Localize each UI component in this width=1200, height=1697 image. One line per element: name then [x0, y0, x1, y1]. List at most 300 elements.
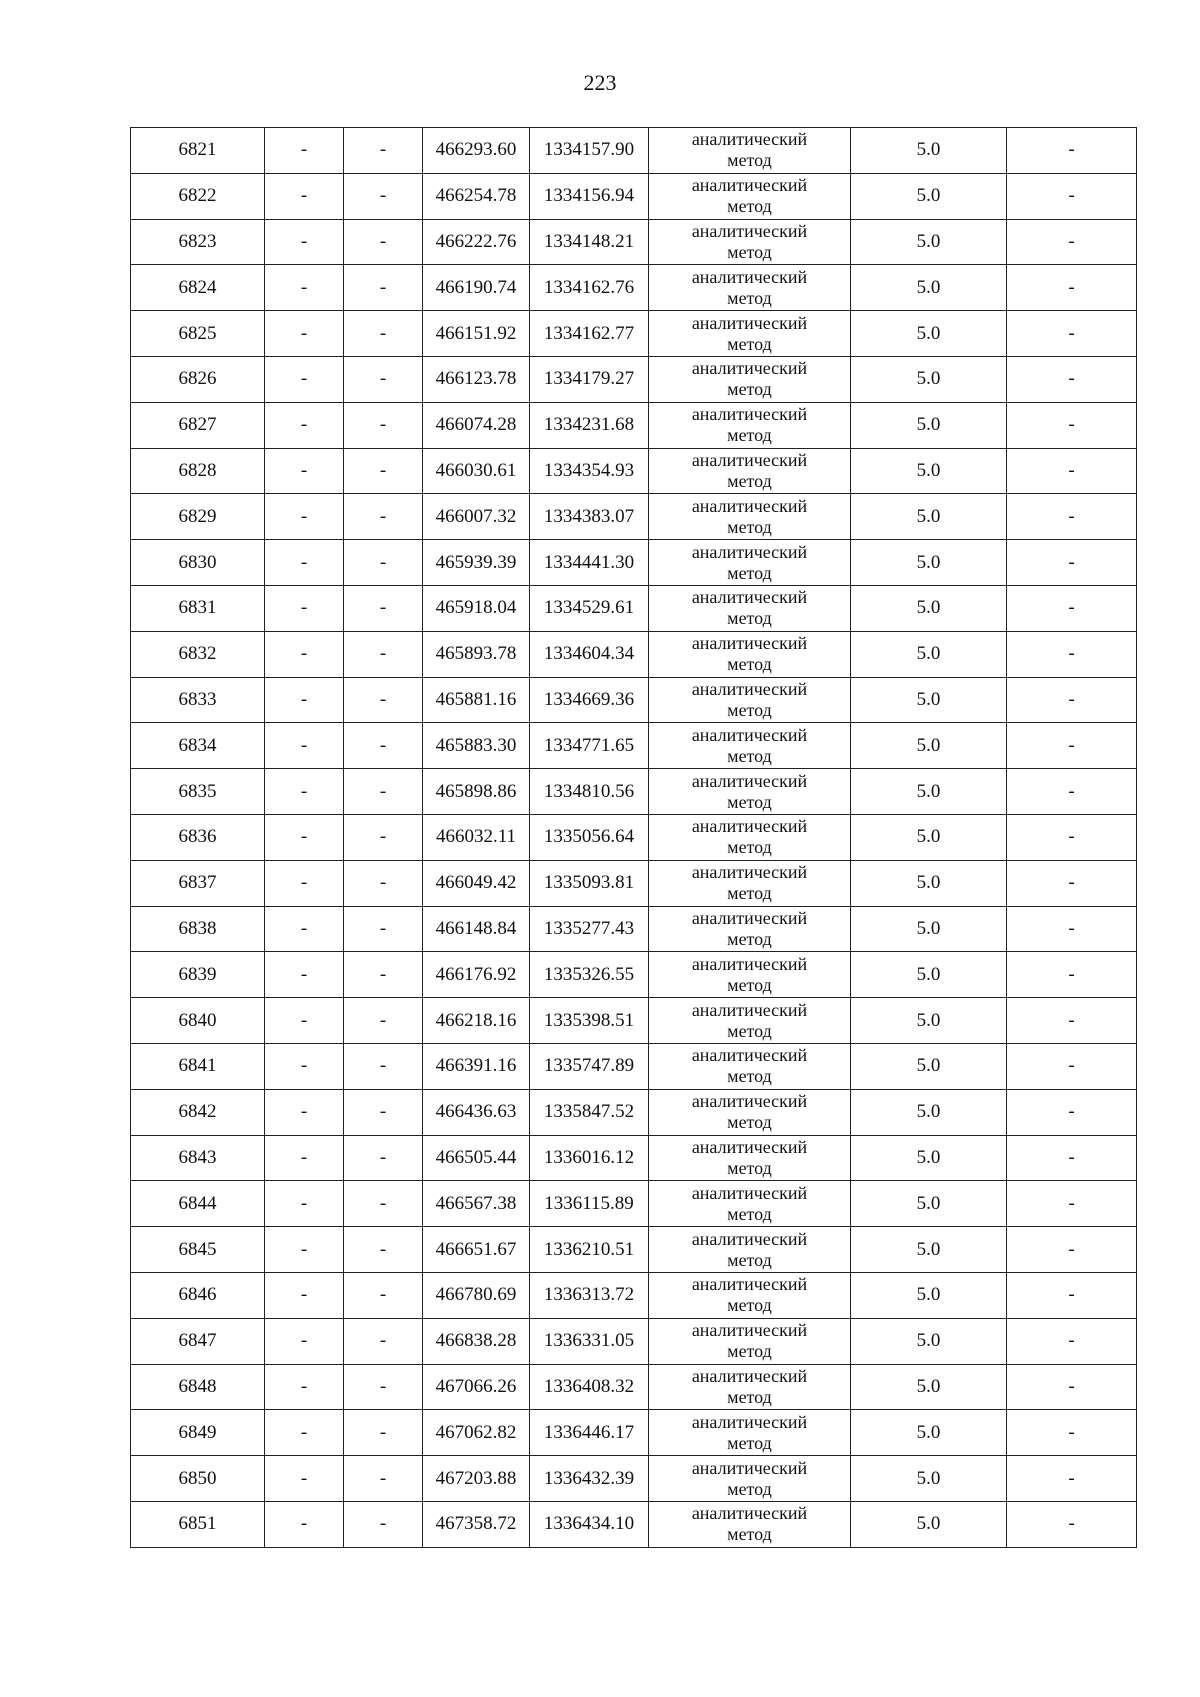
- cell-accuracy: 5.0: [851, 1227, 1007, 1273]
- table-row: [131, 1181, 1137, 1227]
- cell-col-2: -: [265, 952, 344, 998]
- table-row: [131, 1043, 1137, 1089]
- cell-method: [649, 585, 851, 631]
- method-line-2: метод: [727, 928, 772, 949]
- cell-y-coordinate: 1334231.68: [530, 402, 649, 448]
- cell-x-coordinate: 466222.76: [423, 219, 530, 265]
- table-row: [131, 1364, 1137, 1410]
- cell-col-2: -: [265, 219, 344, 265]
- cell-y-coordinate: 1334441.30: [530, 540, 649, 586]
- cell-col-8: -: [1007, 1456, 1137, 1502]
- cell-x-coordinate: 466505.44: [423, 1135, 530, 1181]
- cell-y-coordinate: 1335747.89: [530, 1043, 649, 1089]
- table-row: [131, 1501, 1137, 1547]
- cell-point-number: 6833: [131, 677, 265, 723]
- cell-col-2: -: [265, 173, 344, 219]
- cell-col-3: -: [344, 265, 423, 311]
- cell-y-coordinate: 1334148.21: [530, 219, 649, 265]
- cell-col-3: -: [344, 356, 423, 402]
- method-line-2: метод: [727, 287, 772, 308]
- table-row: [131, 356, 1137, 402]
- cell-col-8: -: [1007, 402, 1137, 448]
- cell-accuracy: 5.0: [851, 402, 1007, 448]
- method-line-1: аналитический: [691, 266, 808, 287]
- cell-col-3: -: [344, 677, 423, 723]
- cell-point-number: 6846: [131, 1272, 265, 1318]
- method-line-2: метод: [727, 1157, 772, 1178]
- cell-point-number: 6839: [131, 952, 265, 998]
- cell-col-8: -: [1007, 1227, 1137, 1273]
- table-row: [131, 1410, 1137, 1456]
- method-line-1: аналитический: [691, 1045, 808, 1066]
- cell-method: [649, 1043, 851, 1089]
- cell-accuracy: 5.0: [851, 494, 1007, 540]
- cell-col-3: -: [344, 173, 423, 219]
- cell-col-3: -: [344, 1272, 423, 1318]
- cell-col-2: -: [265, 311, 344, 357]
- cell-point-number: 6826: [131, 356, 265, 402]
- cell-col-8: -: [1007, 540, 1137, 586]
- cell-x-coordinate: 466151.92: [423, 311, 530, 357]
- cell-y-coordinate: 1334162.77: [530, 311, 649, 357]
- method-line-1: аналитический: [691, 129, 808, 150]
- cell-x-coordinate: 467066.26: [423, 1364, 530, 1410]
- cell-y-coordinate: 1334771.65: [530, 723, 649, 769]
- cell-col-3: -: [344, 1410, 423, 1456]
- cell-col-3: -: [344, 906, 423, 952]
- cell-point-number: 6825: [131, 311, 265, 357]
- method-line-2: метод: [727, 974, 772, 995]
- method-line-1: аналитический: [691, 1457, 808, 1478]
- cell-x-coordinate: 465939.39: [423, 540, 530, 586]
- method-line-2: метод: [727, 1524, 772, 1545]
- page-number: 223: [583, 70, 617, 95]
- cell-point-number: 6821: [131, 128, 265, 174]
- cell-x-coordinate: 465893.78: [423, 631, 530, 677]
- table-row: [131, 723, 1137, 769]
- cell-col-8: -: [1007, 219, 1137, 265]
- cell-col-3: -: [344, 128, 423, 174]
- cell-point-number: 6849: [131, 1410, 265, 1456]
- cell-x-coordinate: 466651.67: [423, 1227, 530, 1273]
- cell-col-3: -: [344, 723, 423, 769]
- method-line-1: аналитический: [691, 633, 808, 654]
- table-row: [131, 1089, 1137, 1135]
- method-line-1: аналитический: [691, 358, 808, 379]
- table-row: [131, 952, 1137, 998]
- cell-col-2: -: [265, 631, 344, 677]
- cell-method: [649, 860, 851, 906]
- cell-col-2: -: [265, 998, 344, 1044]
- method-line-1: аналитический: [691, 1365, 808, 1386]
- cell-col-8: -: [1007, 952, 1137, 998]
- table-row: [131, 998, 1137, 1044]
- cell-point-number: 6851: [131, 1501, 265, 1547]
- cell-col-8: -: [1007, 1089, 1137, 1135]
- method-line-1: аналитический: [691, 587, 808, 608]
- method-line-2: метод: [727, 654, 772, 675]
- cell-col-2: -: [265, 402, 344, 448]
- cell-y-coordinate: 1334157.90: [530, 128, 649, 174]
- cell-col-3: -: [344, 219, 423, 265]
- table-row: [131, 1227, 1137, 1273]
- table-row: [131, 1272, 1137, 1318]
- cell-x-coordinate: 466123.78: [423, 356, 530, 402]
- cell-col-3: -: [344, 631, 423, 677]
- cell-method: [649, 494, 851, 540]
- cell-accuracy: 5.0: [851, 1089, 1007, 1135]
- cell-accuracy: 5.0: [851, 1272, 1007, 1318]
- cell-x-coordinate: 466074.28: [423, 402, 530, 448]
- cell-x-coordinate: 465898.86: [423, 769, 530, 815]
- cell-method: [649, 1456, 851, 1502]
- cell-col-2: -: [265, 1364, 344, 1410]
- cell-accuracy: 5.0: [851, 540, 1007, 586]
- method-line-1: аналитический: [691, 1274, 808, 1295]
- cell-accuracy: 5.0: [851, 1456, 1007, 1502]
- cell-col-3: -: [344, 814, 423, 860]
- cell-method: [649, 906, 851, 952]
- cell-y-coordinate: 1336408.32: [530, 1364, 649, 1410]
- table-row: [131, 540, 1137, 586]
- cell-method: [649, 448, 851, 494]
- cell-col-2: -: [265, 1272, 344, 1318]
- cell-col-3: -: [344, 448, 423, 494]
- cell-col-3: -: [344, 1181, 423, 1227]
- cell-accuracy: 5.0: [851, 311, 1007, 357]
- cell-x-coordinate: 466567.38: [423, 1181, 530, 1227]
- method-line-2: метод: [727, 196, 772, 217]
- cell-method: [649, 952, 851, 998]
- method-line-1: аналитический: [691, 1182, 808, 1203]
- cell-y-coordinate: 1336446.17: [530, 1410, 649, 1456]
- method-line-1: аналитический: [691, 770, 808, 791]
- method-line-1: аналитический: [691, 175, 808, 196]
- cell-method: [649, 1272, 851, 1318]
- cell-x-coordinate: 467358.72: [423, 1501, 530, 1547]
- cell-col-3: -: [344, 494, 423, 540]
- cell-point-number: 6831: [131, 585, 265, 631]
- method-line-2: метод: [727, 1341, 772, 1362]
- cell-accuracy: 5.0: [851, 677, 1007, 723]
- cell-y-coordinate: 1335326.55: [530, 952, 649, 998]
- table-row: [131, 494, 1137, 540]
- cell-method: [649, 173, 851, 219]
- cell-col-8: -: [1007, 448, 1137, 494]
- cell-col-3: -: [344, 1318, 423, 1364]
- cell-point-number: 6834: [131, 723, 265, 769]
- cell-col-3: -: [344, 1364, 423, 1410]
- method-line-1: аналитический: [691, 999, 808, 1020]
- cell-x-coordinate: 466780.69: [423, 1272, 530, 1318]
- cell-col-8: -: [1007, 1043, 1137, 1089]
- cell-col-8: -: [1007, 860, 1137, 906]
- method-line-2: метод: [727, 562, 772, 583]
- cell-y-coordinate: 1336331.05: [530, 1318, 649, 1364]
- cell-point-number: 6845: [131, 1227, 265, 1273]
- table-row: [131, 585, 1137, 631]
- method-line-1: аналитический: [691, 404, 808, 425]
- cell-col-8: -: [1007, 814, 1137, 860]
- cell-method: [649, 265, 851, 311]
- table-row: [131, 677, 1137, 723]
- table-row: [131, 128, 1137, 174]
- cell-x-coordinate: 466176.92: [423, 952, 530, 998]
- cell-y-coordinate: 1334604.34: [530, 631, 649, 677]
- cell-y-coordinate: 1335277.43: [530, 906, 649, 952]
- cell-point-number: 6844: [131, 1181, 265, 1227]
- cell-accuracy: 5.0: [851, 952, 1007, 998]
- cell-point-number: 6830: [131, 540, 265, 586]
- cell-accuracy: 5.0: [851, 998, 1007, 1044]
- method-line-2: метод: [727, 883, 772, 904]
- cell-point-number: 6832: [131, 631, 265, 677]
- table-row: [131, 311, 1137, 357]
- cell-accuracy: 5.0: [851, 860, 1007, 906]
- table-row: [131, 173, 1137, 219]
- cell-col-8: -: [1007, 1181, 1137, 1227]
- method-line-1: аналитический: [691, 312, 808, 333]
- method-line-2: метод: [727, 425, 772, 446]
- cell-method: [649, 1089, 851, 1135]
- cell-method: [649, 1410, 851, 1456]
- cell-accuracy: 5.0: [851, 448, 1007, 494]
- cell-method: [649, 723, 851, 769]
- cell-col-8: -: [1007, 311, 1137, 357]
- cell-y-coordinate: 1336434.10: [530, 1501, 649, 1547]
- method-line-2: метод: [727, 608, 772, 629]
- method-line-2: метод: [727, 1478, 772, 1499]
- cell-point-number: 6842: [131, 1089, 265, 1135]
- method-line-2: метод: [727, 1386, 772, 1407]
- cell-x-coordinate: 466190.74: [423, 265, 530, 311]
- method-line-1: аналитический: [691, 724, 808, 745]
- cell-x-coordinate: 467062.82: [423, 1410, 530, 1456]
- cell-x-coordinate: 465918.04: [423, 585, 530, 631]
- method-line-1: аналитический: [691, 1091, 808, 1112]
- cell-y-coordinate: 1335847.52: [530, 1089, 649, 1135]
- cell-accuracy: 5.0: [851, 1501, 1007, 1547]
- table-row: [131, 631, 1137, 677]
- cell-method: [649, 311, 851, 357]
- cell-accuracy: 5.0: [851, 1043, 1007, 1089]
- method-line-1: аналитический: [691, 220, 808, 241]
- cell-point-number: 6841: [131, 1043, 265, 1089]
- cell-col-8: -: [1007, 128, 1137, 174]
- cell-col-2: -: [265, 906, 344, 952]
- method-line-2: метод: [727, 1066, 772, 1087]
- method-line-1: аналитический: [691, 495, 808, 516]
- cell-method: [649, 219, 851, 265]
- cell-point-number: 6822: [131, 173, 265, 219]
- cell-point-number: 6828: [131, 448, 265, 494]
- cell-y-coordinate: 1334383.07: [530, 494, 649, 540]
- cell-col-2: -: [265, 540, 344, 586]
- cell-accuracy: 5.0: [851, 1410, 1007, 1456]
- cell-y-coordinate: 1335093.81: [530, 860, 649, 906]
- cell-col-3: -: [344, 1135, 423, 1181]
- cell-col-2: -: [265, 494, 344, 540]
- method-line-2: метод: [727, 1432, 772, 1453]
- cell-method: [649, 1135, 851, 1181]
- method-line-2: метод: [727, 516, 772, 537]
- cell-col-8: -: [1007, 1318, 1137, 1364]
- cell-point-number: 6829: [131, 494, 265, 540]
- cell-col-8: -: [1007, 1364, 1137, 1410]
- cell-col-3: -: [344, 769, 423, 815]
- cell-accuracy: 5.0: [851, 1318, 1007, 1364]
- method-line-1: аналитический: [691, 1228, 808, 1249]
- method-line-2: метод: [727, 241, 772, 262]
- cell-col-8: -: [1007, 1272, 1137, 1318]
- table-body: [131, 128, 1137, 1548]
- method-line-2: метод: [727, 745, 772, 766]
- cell-method: [649, 128, 851, 174]
- table-row: [131, 1135, 1137, 1181]
- cell-point-number: 6835: [131, 769, 265, 815]
- method-line-1: аналитический: [691, 678, 808, 699]
- cell-y-coordinate: 1336016.12: [530, 1135, 649, 1181]
- cell-col-8: -: [1007, 677, 1137, 723]
- cell-x-coordinate: 466293.60: [423, 128, 530, 174]
- cell-method: [649, 998, 851, 1044]
- method-line-1: аналитический: [691, 907, 808, 928]
- method-line-1: аналитический: [691, 1411, 808, 1432]
- cell-accuracy: 5.0: [851, 723, 1007, 769]
- table-row: [131, 1318, 1137, 1364]
- cell-method: [649, 631, 851, 677]
- coordinates-table: [130, 127, 1137, 1548]
- cell-x-coordinate: 466391.16: [423, 1043, 530, 1089]
- cell-y-coordinate: 1336210.51: [530, 1227, 649, 1273]
- cell-accuracy: 5.0: [851, 128, 1007, 174]
- cell-col-8: -: [1007, 1501, 1137, 1547]
- cell-point-number: 6823: [131, 219, 265, 265]
- cell-col-2: -: [265, 1135, 344, 1181]
- cell-col-2: -: [265, 1501, 344, 1547]
- cell-col-2: -: [265, 1043, 344, 1089]
- cell-y-coordinate: 1334810.56: [530, 769, 649, 815]
- cell-x-coordinate: 466218.16: [423, 998, 530, 1044]
- table-row: [131, 906, 1137, 952]
- cell-col-8: -: [1007, 585, 1137, 631]
- method-line-2: метод: [727, 470, 772, 491]
- cell-col-2: -: [265, 814, 344, 860]
- cell-x-coordinate: 466254.78: [423, 173, 530, 219]
- cell-col-8: -: [1007, 494, 1137, 540]
- cell-y-coordinate: 1334529.61: [530, 585, 649, 631]
- cell-accuracy: 5.0: [851, 631, 1007, 677]
- cell-accuracy: 5.0: [851, 906, 1007, 952]
- method-line-1: аналитический: [691, 1320, 808, 1341]
- cell-col-2: -: [265, 860, 344, 906]
- cell-col-2: -: [265, 1227, 344, 1273]
- cell-col-3: -: [344, 1043, 423, 1089]
- cell-y-coordinate: 1334669.36: [530, 677, 649, 723]
- cell-col-3: -: [344, 1227, 423, 1273]
- cell-point-number: 6840: [131, 998, 265, 1044]
- table-row: [131, 448, 1137, 494]
- table-row: [131, 265, 1137, 311]
- cell-point-number: 6824: [131, 265, 265, 311]
- cell-col-2: -: [265, 265, 344, 311]
- cell-col-3: -: [344, 952, 423, 998]
- method-line-2: метод: [727, 1020, 772, 1041]
- cell-method: [649, 1227, 851, 1273]
- method-line-1: аналитический: [691, 1136, 808, 1157]
- cell-point-number: 6847: [131, 1318, 265, 1364]
- cell-point-number: 6827: [131, 402, 265, 448]
- cell-method: [649, 540, 851, 586]
- cell-x-coordinate: 466049.42: [423, 860, 530, 906]
- method-line-2: метод: [727, 1203, 772, 1224]
- cell-method: [649, 1364, 851, 1410]
- method-line-1: аналитический: [691, 1503, 808, 1524]
- cell-col-8: -: [1007, 265, 1137, 311]
- cell-x-coordinate: 466007.32: [423, 494, 530, 540]
- method-line-1: аналитический: [691, 816, 808, 837]
- cell-col-3: -: [344, 402, 423, 448]
- cell-point-number: 6843: [131, 1135, 265, 1181]
- cell-method: [649, 1318, 851, 1364]
- method-line-2: метод: [727, 333, 772, 354]
- cell-y-coordinate: 1334179.27: [530, 356, 649, 402]
- method-line-2: метод: [727, 791, 772, 812]
- cell-col-2: -: [265, 585, 344, 631]
- cell-col-8: -: [1007, 906, 1137, 952]
- cell-col-2: -: [265, 677, 344, 723]
- cell-y-coordinate: 1334162.76: [530, 265, 649, 311]
- cell-point-number: 6837: [131, 860, 265, 906]
- cell-col-8: -: [1007, 356, 1137, 402]
- cell-col-2: -: [265, 1456, 344, 1502]
- cell-col-8: -: [1007, 631, 1137, 677]
- cell-method: [649, 769, 851, 815]
- cell-col-3: -: [344, 311, 423, 357]
- cell-y-coordinate: 1335056.64: [530, 814, 649, 860]
- cell-col-3: -: [344, 1089, 423, 1135]
- cell-col-3: -: [344, 540, 423, 586]
- cell-x-coordinate: 467203.88: [423, 1456, 530, 1502]
- cell-col-8: -: [1007, 769, 1137, 815]
- table-row: [131, 814, 1137, 860]
- cell-col-2: -: [265, 1181, 344, 1227]
- cell-y-coordinate: 1336313.72: [530, 1272, 649, 1318]
- cell-point-number: 6848: [131, 1364, 265, 1410]
- cell-accuracy: 5.0: [851, 265, 1007, 311]
- cell-accuracy: 5.0: [851, 814, 1007, 860]
- table-row: [131, 860, 1137, 906]
- cell-col-8: -: [1007, 1410, 1137, 1456]
- cell-col-3: -: [344, 585, 423, 631]
- method-line-2: метод: [727, 1295, 772, 1316]
- cell-col-2: -: [265, 448, 344, 494]
- method-line-2: метод: [727, 1112, 772, 1133]
- cell-col-3: -: [344, 1501, 423, 1547]
- method-line-2: метод: [727, 379, 772, 400]
- cell-x-coordinate: 466148.84: [423, 906, 530, 952]
- cell-method: [649, 677, 851, 723]
- cell-method: [649, 1501, 851, 1547]
- cell-col-3: -: [344, 1456, 423, 1502]
- method-line-1: аналитический: [691, 449, 808, 470]
- cell-col-8: -: [1007, 723, 1137, 769]
- table-row: [131, 1456, 1137, 1502]
- cell-accuracy: 5.0: [851, 769, 1007, 815]
- cell-method: [649, 402, 851, 448]
- cell-x-coordinate: 466838.28: [423, 1318, 530, 1364]
- method-line-1: аналитический: [691, 862, 808, 883]
